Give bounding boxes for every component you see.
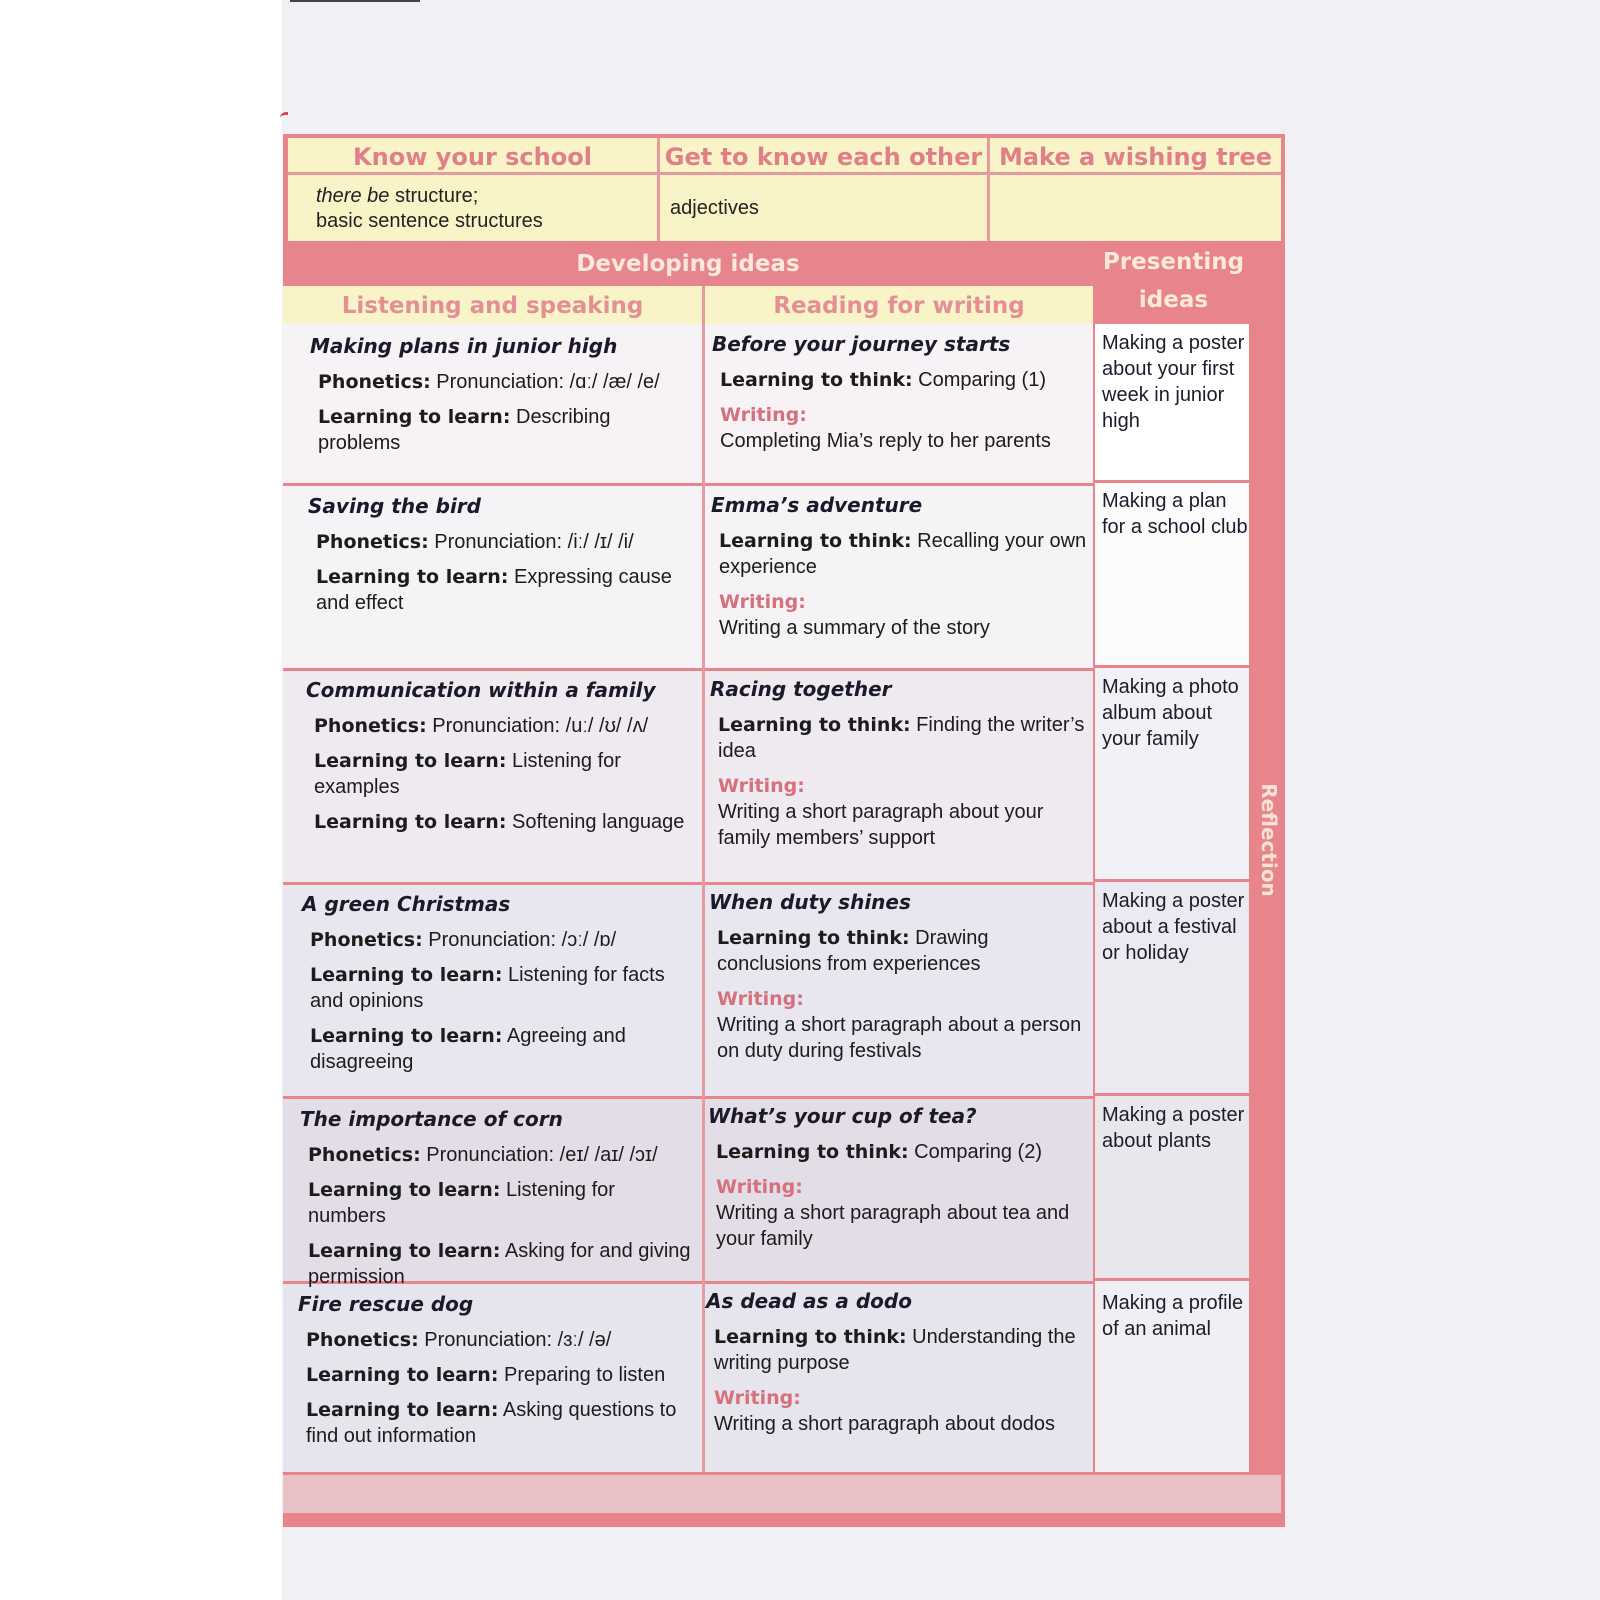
skill-line: [310, 369, 695, 395]
skill-label: Phonetics:: [318, 371, 431, 393]
skill-line: [708, 1139, 1087, 1165]
skill-label: Phonetics:: [306, 1329, 419, 1351]
listening-cell: [306, 677, 698, 844]
skill-line: [302, 1023, 698, 1075]
writing-text: Writing a summary of the story: [719, 617, 990, 639]
writing-text: Writing a short paragraph about your family members’ support: [718, 801, 1044, 849]
skill-label: Learning to think:: [720, 369, 913, 391]
skill-text: Asking questions to find out information: [306, 1399, 677, 1447]
skill-line: [712, 367, 1087, 393]
unit-title-3: Make a wishing tree: [998, 143, 1273, 171]
reading-cell: [706, 1288, 1087, 1437]
skill-text: Understanding the writing purpose: [714, 1326, 1076, 1374]
skill-text: Expressing cause and effect: [316, 566, 672, 614]
skill-label: Phonetics:: [308, 1144, 421, 1166]
skill-line: [298, 1327, 698, 1353]
listening-cell: [308, 493, 698, 625]
skill-label: Learning to learn:: [316, 566, 509, 588]
lesson-title: Communication within a family: [306, 678, 656, 702]
skill-label: Learning to learn:: [308, 1179, 501, 1201]
presenting-cell: Making a poster about a festival or holiday: [1102, 890, 1245, 964]
skill-text: Recalling your own experience: [719, 530, 1087, 578]
skill-text: Comparing (2): [908, 1141, 1042, 1163]
writing-label: Writing:: [716, 1176, 803, 1198]
skill-label: Learning to learn:: [310, 964, 503, 986]
reading-cell: [712, 331, 1087, 454]
skill-text: Pronunciation: /uː/ /ʊ/ /ʌ/: [426, 715, 649, 737]
top-rule: [290, 0, 420, 2]
skill-label: Learning to think:: [719, 530, 912, 552]
skill-label: Phonetics:: [314, 715, 427, 737]
skill-label: Learning to learn:: [306, 1399, 499, 1421]
presenting-cell: Making a poster about plants: [1102, 1104, 1245, 1152]
listening-cell: [302, 891, 698, 1084]
skill-text: Listening for facts and opinions: [310, 964, 665, 1012]
unit-grammar-1: [316, 184, 646, 234]
reading-cell: [711, 492, 1087, 641]
skill-text: Pronunciation: /ɔː/ /ɒ/: [422, 929, 617, 951]
lesson-title: When duty shines: [709, 890, 911, 914]
reading-cell: [709, 889, 1087, 1064]
reflection-label: [1254, 760, 1284, 920]
skill-text: Drawing conclusions from experiences: [717, 927, 989, 975]
grammar-italic: there be: [316, 185, 390, 207]
reading-cell: [710, 676, 1086, 851]
presenting-cell: Making a plan for a school club: [1102, 490, 1248, 538]
skill-line: [302, 927, 698, 953]
skill-line: [300, 1177, 698, 1229]
listening-cell: [310, 333, 695, 465]
lesson-title: Emma’s adventure: [711, 493, 923, 517]
skill-label: Phonetics:: [310, 929, 423, 951]
skill-line: [710, 712, 1086, 764]
skill-line: [310, 404, 695, 456]
skill-label: Learning to learn:: [310, 1025, 503, 1047]
skill-line: [300, 1142, 698, 1168]
writing-text: Completing Mia’s reply to her parents: [720, 430, 1051, 452]
skill-label: Phonetics:: [316, 531, 429, 553]
writing-label: Writing:: [719, 591, 806, 613]
skill-label: Learning to think:: [714, 1326, 907, 1348]
skill-label: Learning to learn:: [306, 1364, 499, 1386]
skill-label: Learning to learn:: [318, 406, 511, 428]
skill-line: [308, 564, 698, 616]
skill-label: Learning to learn:: [314, 811, 507, 833]
skill-line: [306, 809, 698, 835]
lesson-title: Before your journey starts: [712, 332, 1011, 356]
skill-text: Asking for and giving permission: [308, 1240, 691, 1288]
skill-line: [306, 713, 698, 739]
skill-text: Finding the writer’s idea: [718, 714, 1085, 762]
presenting-cell: Making a photo album about your family: [1102, 676, 1239, 750]
unit-grammar-2: adjectives: [670, 197, 759, 219]
skill-text: Preparing to listen: [498, 1364, 666, 1386]
grammar-text: structure;: [389, 185, 479, 207]
grammar-text: basic sentence structures: [316, 210, 543, 232]
skill-text: Pronunciation: /ɜː/ /ə/: [418, 1329, 612, 1351]
reflection-text: Reflection: [1257, 783, 1281, 897]
developing-ideas-header: Developing ideas: [283, 243, 1093, 285]
skill-line: [306, 748, 698, 800]
skill-text: Pronunciation: /eɪ/ /aɪ/ /ɔɪ/: [420, 1144, 658, 1166]
skill-line: [709, 925, 1087, 977]
skill-label: Learning to think:: [718, 714, 911, 736]
skill-text: Comparing (1): [912, 369, 1046, 391]
writing-text: Writing a short paragraph about tea and your family: [716, 1202, 1070, 1250]
skill-line: [308, 529, 698, 555]
skill-text: Softening language: [506, 811, 685, 833]
skill-text: Listening for numbers: [308, 1179, 615, 1227]
skill-label: Learning to learn:: [308, 1240, 501, 1262]
skill-label: Learning to think:: [717, 927, 910, 949]
skill-text: Pronunciation: /ɑː/ /æ/ /e/: [430, 371, 660, 393]
skill-label: Learning to think:: [716, 1141, 909, 1163]
unit-title-2: Get to know each other: [664, 143, 983, 171]
skill-line: [298, 1397, 698, 1449]
skill-line: [711, 528, 1087, 580]
skill-line: [706, 1324, 1087, 1376]
presenting-cell: Making a poster about your first week in junior high: [1102, 332, 1245, 432]
lesson-title: A green Christmas: [302, 892, 511, 916]
presenting-cell: Making a profile of an animal: [1102, 1292, 1244, 1340]
skill-line: [298, 1362, 698, 1388]
reading-writing-header: Reading for writing: [773, 293, 1025, 319]
lesson-title: Racing together: [710, 677, 892, 701]
skill-label: Learning to learn:: [314, 750, 507, 772]
writing-text: Writing a short paragraph about a person on duty during festivals: [717, 1014, 1082, 1062]
skill-line: [300, 1238, 698, 1290]
unit-title-1: Know your school: [353, 143, 592, 171]
lesson-title: As dead as a dodo: [706, 1289, 912, 1313]
listening-cell: [298, 1291, 698, 1458]
corner-mark: [280, 112, 288, 132]
writing-label: Writing:: [717, 988, 804, 1010]
column-divider: [702, 324, 705, 1472]
lesson-title: Fire rescue dog: [298, 1292, 474, 1316]
presenting-ideas-header: Presenting ideas: [1102, 249, 1245, 313]
lesson-title: The importance of corn: [300, 1107, 563, 1131]
writing-text: Writing a short paragraph about dodos: [714, 1413, 1055, 1435]
listening-cell: [300, 1106, 698, 1299]
skill-text: Describing problems: [318, 406, 611, 454]
skill-text: Pronunciation: /iː/ /ɪ/ /i/: [428, 531, 634, 553]
reading-cell: [708, 1103, 1087, 1252]
lesson-title: Making plans in junior high: [310, 334, 618, 358]
skill-text: Listening for examples: [314, 750, 621, 798]
lesson-title: What’s your cup of tea?: [708, 1104, 977, 1128]
bottom-band: [283, 1475, 1281, 1513]
writing-label: Writing:: [720, 404, 807, 426]
skill-text: Agreeing and disagreeing: [310, 1025, 626, 1073]
lesson-title: Saving the bird: [308, 494, 481, 518]
listening-speaking-header: Listening and speaking: [341, 293, 644, 319]
skill-line: [302, 962, 698, 1014]
writing-label: Writing:: [718, 775, 805, 797]
writing-label: Writing:: [714, 1387, 801, 1409]
